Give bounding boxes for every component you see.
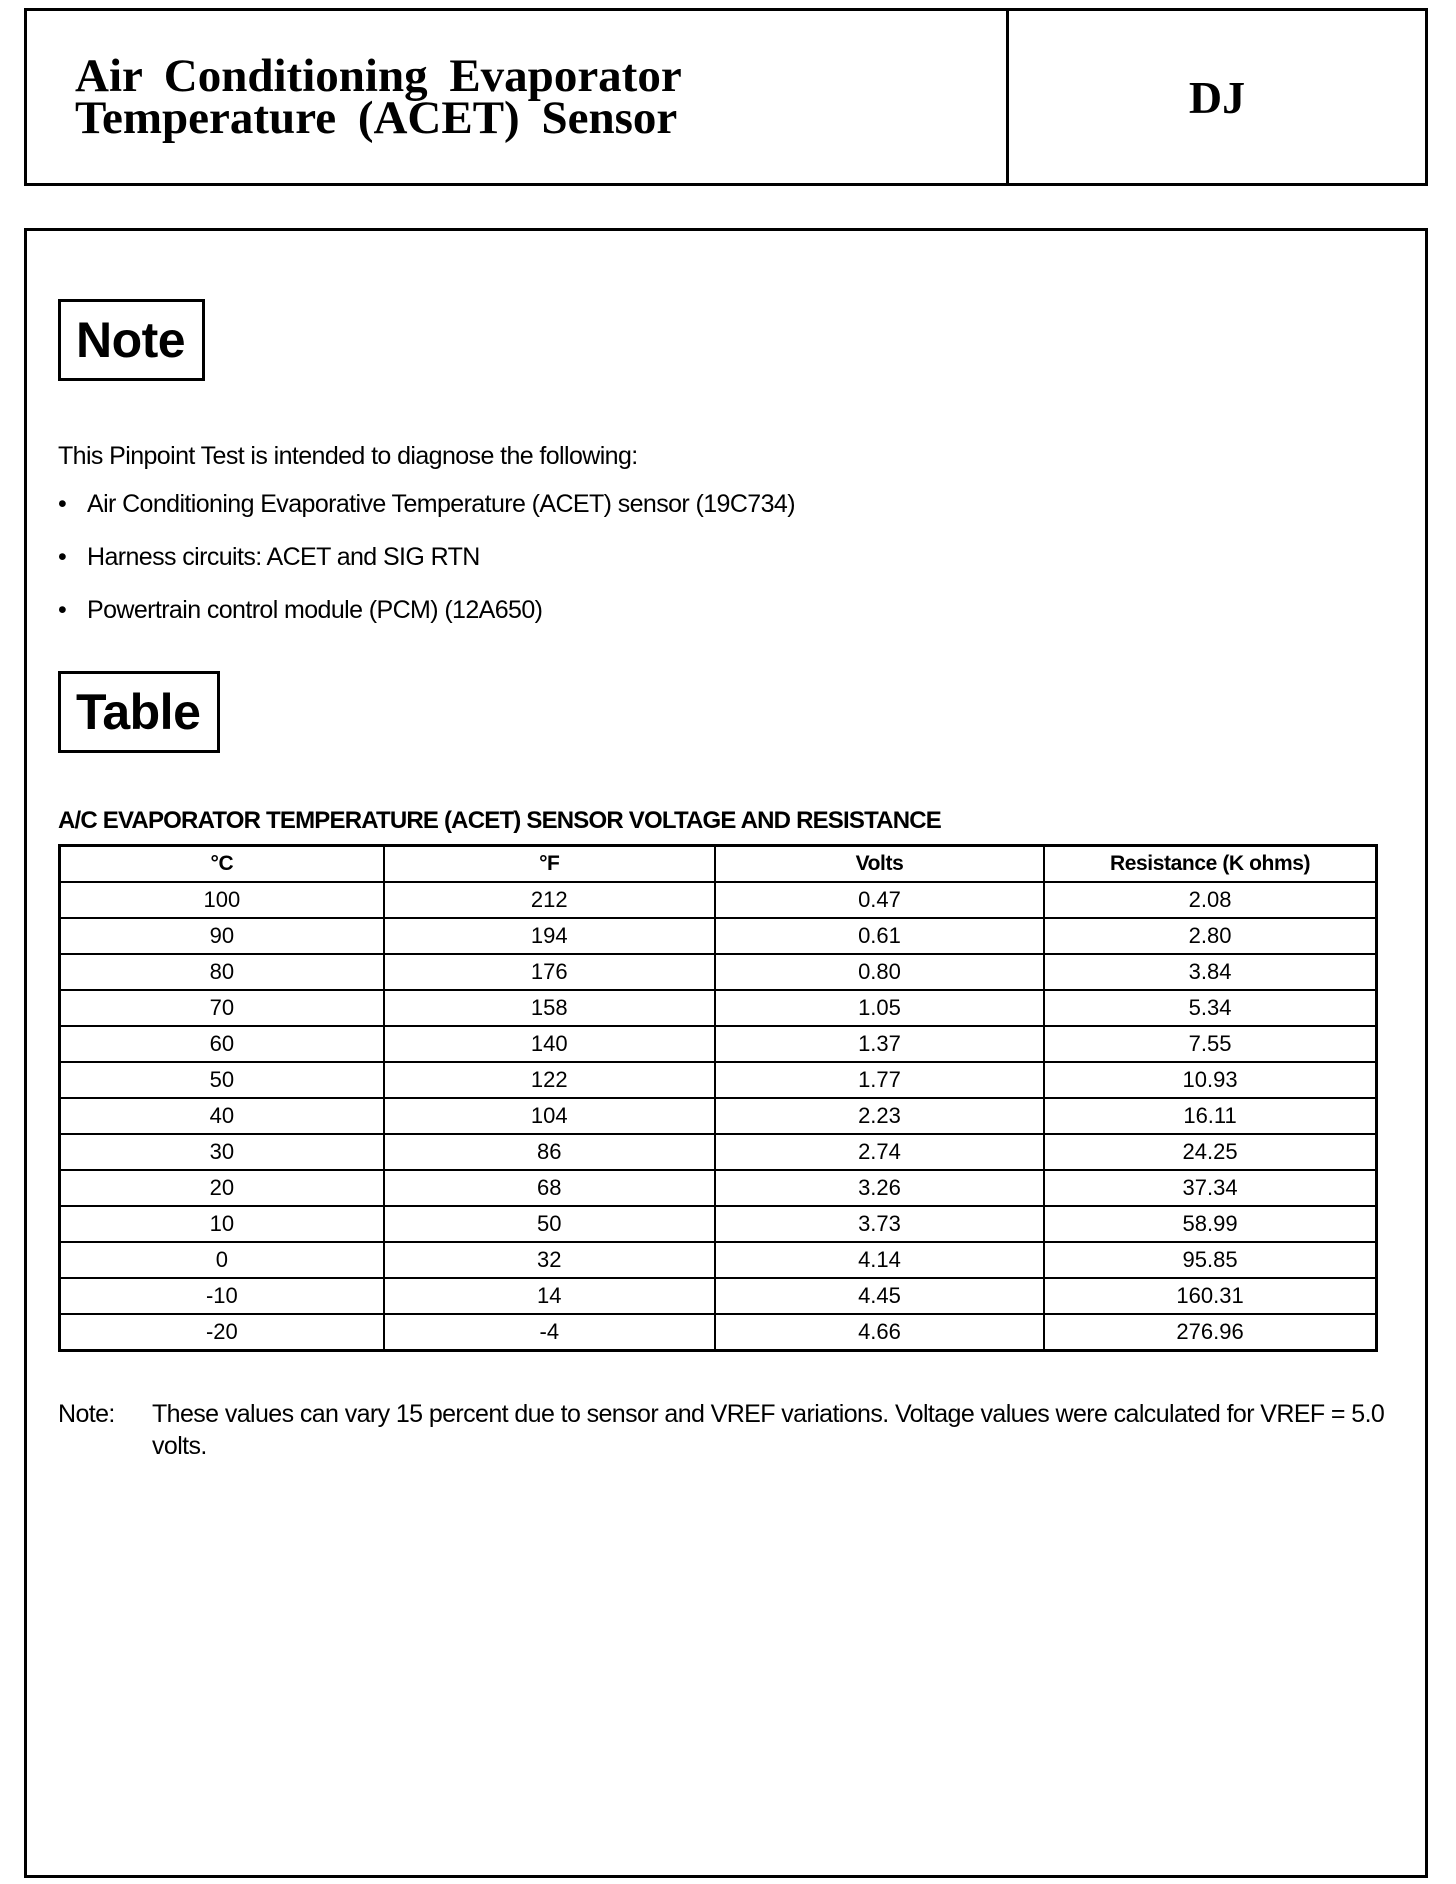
fahrenheit-cell: 86 [384, 1134, 715, 1170]
volts-cell: 1.77 [715, 1062, 1044, 1098]
resistance-cell: 276.96 [1044, 1314, 1376, 1351]
column-header-volts: Volts [715, 846, 1044, 883]
table-row [60, 990, 1377, 1026]
resistance-cell: 24.25 [1044, 1134, 1376, 1170]
volts-cell: 4.45 [715, 1278, 1044, 1314]
resistance-cell: 3.84 [1044, 954, 1376, 990]
list-item [58, 489, 795, 519]
fahrenheit-cell: 212 [384, 882, 715, 918]
resistance-cell: 160.31 [1044, 1278, 1376, 1314]
column-header-fahrenheit: °F [384, 846, 715, 883]
list-item-text: Harness circuits: ACET and SIG RTN [87, 543, 480, 571]
page-title-line-2: Temperature (ACET) Sensor [75, 92, 678, 144]
fahrenheit-cell: 158 [384, 990, 715, 1026]
volts-cell: 1.05 [715, 990, 1044, 1026]
fahrenheit-cell: 14 [384, 1278, 715, 1314]
bullet-icon: • [58, 543, 67, 571]
footnote-label: Note: [58, 1400, 115, 1428]
volts-cell: 4.66 [715, 1314, 1044, 1351]
volts-cell: 0.61 [715, 918, 1044, 954]
celsius-cell: -20 [60, 1314, 384, 1351]
column-header-resistance: Resistance (K ohms) [1044, 846, 1376, 883]
resistance-cell: 2.08 [1044, 882, 1376, 918]
volts-cell: 0.47 [715, 882, 1044, 918]
celsius-cell: 90 [60, 918, 384, 954]
resistance-cell: 10.93 [1044, 1062, 1376, 1098]
footnote-text: These values can vary 15 percent due to sensor and VREF variations. Voltage values were calculated for VREF = 5.0 volts. [152, 1400, 1385, 1460]
fahrenheit-cell: 104 [384, 1098, 715, 1134]
table-row [60, 1134, 1377, 1170]
page-header [24, 8, 1428, 186]
fahrenheit-cell: -4 [384, 1314, 715, 1351]
list-item-text: Air Conditioning Evaporative Temperature (ACET) sensor (19C734) [87, 490, 795, 518]
page-title-line-1: Air Conditioning Evaporator [75, 50, 682, 102]
resistance-cell: 95.85 [1044, 1242, 1376, 1278]
main-content [24, 228, 1428, 1878]
celsius-cell: 20 [60, 1170, 384, 1206]
note-section-label: Note [58, 299, 205, 381]
volts-cell: 0.80 [715, 954, 1044, 990]
table-row [60, 1278, 1377, 1314]
table-section-label: Table [58, 671, 220, 753]
celsius-cell: 40 [60, 1098, 384, 1134]
diagnose-list [58, 489, 795, 648]
table-row [60, 1314, 1377, 1351]
list-item-text: Powertrain control module (PCM) (12A650) [87, 596, 543, 624]
volts-cell: 3.73 [715, 1206, 1044, 1242]
table-row [60, 1206, 1377, 1242]
celsius-cell: 10 [60, 1206, 384, 1242]
table-row [60, 1098, 1377, 1134]
celsius-cell: 70 [60, 990, 384, 1026]
celsius-cell: -10 [60, 1278, 384, 1314]
celsius-cell: 50 [60, 1062, 384, 1098]
celsius-cell: 100 [60, 882, 384, 918]
fahrenheit-cell: 176 [384, 954, 715, 990]
resistance-cell: 5.34 [1044, 990, 1376, 1026]
volts-cell: 1.37 [715, 1026, 1044, 1062]
fahrenheit-cell: 122 [384, 1062, 715, 1098]
celsius-cell: 0 [60, 1242, 384, 1278]
column-header-celsius: °C [60, 846, 384, 883]
volts-cell: 2.23 [715, 1098, 1044, 1134]
bullet-icon: • [58, 596, 67, 624]
pinpoint-test-code: DJ [1188, 71, 1246, 123]
fahrenheit-cell: 32 [384, 1242, 715, 1278]
resistance-cell: 37.34 [1044, 1170, 1376, 1206]
table-row [60, 1170, 1377, 1206]
resistance-cell: 16.11 [1044, 1098, 1376, 1134]
volts-cell: 2.74 [715, 1134, 1044, 1170]
fahrenheit-cell: 50 [384, 1206, 715, 1242]
resistance-cell: 2.80 [1044, 918, 1376, 954]
list-item [58, 542, 795, 572]
fahrenheit-cell: 68 [384, 1170, 715, 1206]
fahrenheit-cell: 194 [384, 918, 715, 954]
footnote [58, 1398, 1398, 1462]
table-caption: A/C EVAPORATOR TEMPERATURE (ACET) SENSOR VOLTAGE AND RESISTANCE [58, 807, 941, 834]
resistance-cell: 7.55 [1044, 1026, 1376, 1062]
table-row [60, 954, 1377, 990]
note-intro-text: This Pinpoint Test is intended to diagnose the following: [58, 442, 638, 470]
table-row [60, 918, 1377, 954]
table-row [60, 1062, 1377, 1098]
table-header-row [60, 846, 1377, 883]
bullet-icon: • [58, 490, 67, 518]
list-item [58, 595, 795, 625]
table-row [60, 1026, 1377, 1062]
volts-cell: 4.14 [715, 1242, 1044, 1278]
fahrenheit-cell: 140 [384, 1026, 715, 1062]
sensor-data-table [58, 844, 1378, 1352]
celsius-cell: 30 [60, 1134, 384, 1170]
table-row [60, 1242, 1377, 1278]
resistance-cell: 58.99 [1044, 1206, 1376, 1242]
table-row [60, 882, 1377, 918]
celsius-cell: 60 [60, 1026, 384, 1062]
header-title-cell [27, 11, 1009, 183]
table-body [60, 882, 1377, 1351]
celsius-cell: 80 [60, 954, 384, 990]
volts-cell: 3.26 [715, 1170, 1044, 1206]
